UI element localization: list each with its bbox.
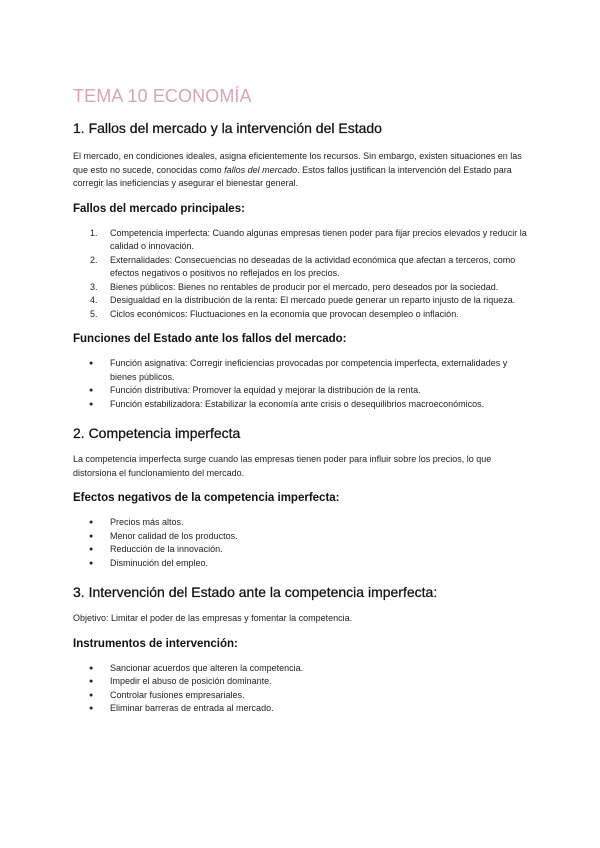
instruments-heading: Instrumentos de intervención:: [73, 637, 238, 650]
section-2-heading: 2. Competencia imperfecta: [73, 425, 241, 441]
section-1-heading: 1. Fallos del mercado y la intervención del Estado: [73, 120, 382, 136]
section-state-intervention: [73, 584, 528, 716]
section-market-failures: [73, 120, 528, 411]
section-3-heading: 3. Intervención del Estado ante la competencia imperfecta:: [73, 584, 438, 600]
list-item: 2. Externalidades: Consecuencias no deseadas de la actividad económica que afectan a terceros, como efectos negativos o positivos no reflejados en los precios.: [90, 254, 516, 278]
list-item: ● Función asignativa: Corregir ineficiencias provocadas por competencia imperfecta, externalidades y bienes públicos.: [73, 357, 528, 384]
list-item: 3. Bienes públicos: Bienes no rentables de producir por el mercado, pero deseados por la sociedad.: [90, 281, 499, 292]
document-title: TEMA 10 ECONOMÍA: [73, 86, 252, 106]
list-item: ● Disminución del empleo.: [73, 557, 528, 571]
functions-list: [73, 357, 528, 411]
list-item: 5. Ciclos económicos: Fluctuaciones en la economía que provocan desempleo o inflación.: [90, 308, 459, 319]
list-item: ● Reducción de la innovación.: [73, 543, 528, 557]
section-imperfect-competition: [73, 425, 528, 570]
list-item: 4. Desigualdad en la distribución de la renta: El mercado puede generar un reparto injusto de la riqueza.: [90, 295, 516, 305]
list-item: ● Función distributiva: Promover la equidad y mejorar la distribución de la renta.: [73, 384, 528, 398]
list-item: ● Controlar fusiones empresariales.: [73, 689, 528, 703]
functions-heading: Funciones del Estado ante los fallos del mercado:: [73, 333, 347, 345]
section-1-intro: El mercado, en condiciones ideales, asigna eficientemente los recursos. Sin embargo, existen situaciones en las que esto no sucede, conocidas como fallos del mercado. Estos fallos justifican la intervención del Estado para corregir las ineficiencias y asegurar el bienestar general.: [73, 151, 522, 188]
effects-heading: Efectos negativos de la competencia imperfecta:: [73, 492, 340, 504]
section-2-intro: La competencia imperfecta surge cuando las empresas tienen poder para influir sobre los precios, lo que distorsiona el funcionamiento del mercado.: [73, 454, 492, 478]
effects-list: [73, 516, 528, 570]
list-item: ● Función estabilizadora: Estabilizar la economía ante crisis o desequilibrios macroeconómicos.: [73, 398, 528, 412]
list-item: ● Sancionar acuerdos que alteren la competencia.: [73, 662, 528, 676]
failures-list: [73, 227, 528, 322]
list-item: ● Impedir el abuso de posición dominante.: [73, 675, 528, 689]
section-3-objective: Objetivo: Limitar el poder de las empresas y fomentar la competencia.: [73, 613, 353, 623]
instruments-list: [73, 662, 528, 716]
list-item: ● Precios más altos.: [73, 516, 528, 530]
list-item: ● Menor calidad de los productos.: [73, 530, 528, 544]
list-item: 1. Competencia imperfecta: Cuando algunas empresas tienen poder para fijar precios elevados y reducir la calidad o innovación.: [90, 227, 527, 251]
failures-heading: Fallos del mercado principales:: [73, 202, 245, 215]
list-item: ● Eliminar barreras de entrada al mercado.: [73, 702, 528, 716]
